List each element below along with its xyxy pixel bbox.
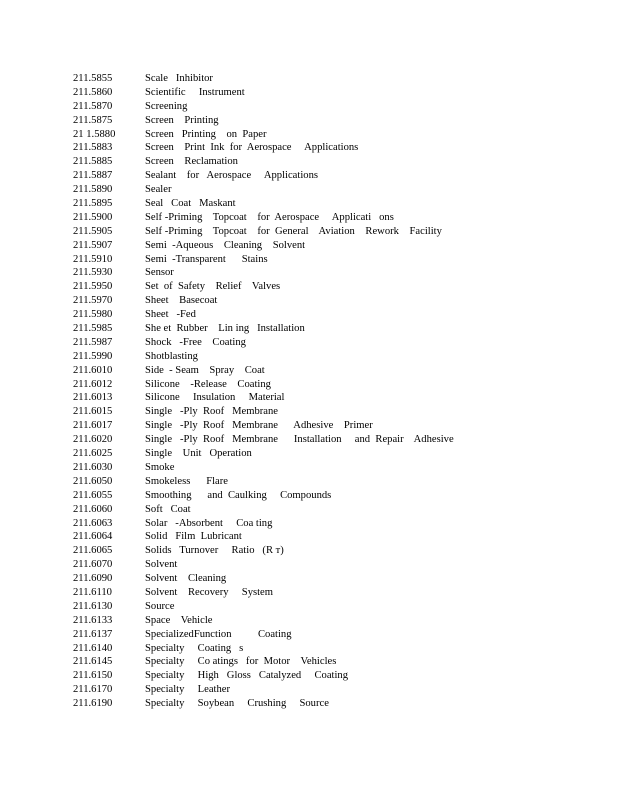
- list-item: [73, 364, 593, 378]
- section-number: 211.6090: [73, 573, 113, 585]
- list-item: [73, 475, 593, 489]
- defined-term: Sealant for Aerospace Applications: [145, 170, 318, 182]
- defined-term: Specialty Leather: [145, 684, 231, 696]
- defined-term: Space Vehicle: [145, 614, 213, 626]
- defined-term: Smoke: [145, 461, 175, 473]
- defined-term: Self -Priming Topcoat for General Aviation Rework Facility: [145, 225, 442, 237]
- defined-term: Single Unit Operation: [145, 448, 252, 460]
- section-number: 211.5855: [73, 73, 113, 84]
- defined-term: Seal Coat Maskant: [145, 198, 236, 210]
- list-item: [73, 419, 593, 433]
- list-item: [73, 655, 593, 669]
- defined-term: Set of Safety Relief Valves: [145, 281, 281, 293]
- list-item: [73, 517, 593, 531]
- defined-term: Smoothing and Caulking Compounds: [145, 489, 332, 501]
- list-item: [73, 308, 593, 322]
- section-number: 211.5860: [73, 86, 113, 98]
- defined-term: Screen Reclamation: [145, 156, 238, 168]
- defined-term: Single -Ply Roof Membrane Installation and Repair Adhesive: [145, 434, 454, 446]
- defined-term: Sheet Basecoat: [145, 295, 218, 307]
- defined-term: SpecializedFunction Coating: [145, 628, 292, 640]
- section-number: 211.5895: [73, 198, 113, 210]
- section-number: 211.6110: [73, 586, 112, 598]
- defined-term: Semi -Transparent Stains: [145, 253, 268, 265]
- list-item: [73, 697, 593, 711]
- list-item: [73, 447, 593, 461]
- defined-term: Specialty Coating s: [145, 642, 244, 654]
- section-number: 21 1.5880: [73, 128, 116, 140]
- defined-term: Soft Coat: [145, 503, 191, 515]
- list-item: [73, 128, 593, 142]
- defined-term: Side - Seam Spray Coat: [145, 364, 265, 376]
- defined-term: Specialty High Gloss Catalyzed Coating: [145, 670, 349, 682]
- section-number: 211.5990: [73, 350, 113, 362]
- list-item: [73, 169, 593, 183]
- list-item: [73, 253, 593, 267]
- section-number: 211.5910: [73, 253, 113, 265]
- defined-term: Smokeless Flare: [145, 475, 228, 487]
- list-item: [73, 155, 593, 169]
- section-number: 211.6130: [73, 600, 113, 612]
- section-number: 211.6012: [73, 378, 113, 390]
- defined-term: Specialty Soybean Crushing Source: [145, 698, 329, 710]
- defined-term: Sensor: [145, 267, 174, 279]
- list-item: [73, 100, 593, 114]
- section-number: 211.5907: [73, 239, 113, 251]
- defined-term: Specialty Co atings for Motor Vehicles: [145, 656, 337, 668]
- section-number: 211.6013: [73, 392, 113, 404]
- section-number: 211.5930: [73, 267, 113, 279]
- section-number: 211.6064: [73, 531, 113, 543]
- section-number: 211.5870: [73, 100, 113, 112]
- section-number: 211.6063: [73, 517, 113, 529]
- list-item: [73, 544, 593, 558]
- defined-term: Shock -Free Coating: [145, 336, 246, 348]
- definitions-index-list: [73, 72, 593, 711]
- section-number: 211.6140: [73, 642, 113, 654]
- defined-term: Single -Ply Roof Membrane Adhesive Primer: [145, 420, 373, 432]
- list-item: [73, 572, 593, 586]
- section-number: 211.6070: [73, 559, 113, 571]
- section-number: 211.5887: [73, 170, 113, 182]
- section-number: 211.6170: [73, 684, 113, 696]
- defined-term: Semi -Aqueous Cleaning Solvent: [145, 239, 306, 251]
- list-item: [73, 72, 593, 86]
- section-number: 211.6137: [73, 628, 113, 640]
- list-item: [73, 669, 593, 683]
- list-item: [73, 86, 593, 100]
- list-item: [73, 642, 593, 656]
- section-number: 211.6060: [73, 503, 113, 515]
- section-number: 211.6050: [73, 475, 113, 487]
- defined-term: Solid Film Lubricant: [145, 531, 242, 543]
- section-number: 211.6025: [73, 448, 113, 460]
- section-number: 211.5890: [73, 184, 113, 196]
- list-item: [73, 503, 593, 517]
- defined-term: Solvent Cleaning: [145, 573, 227, 585]
- defined-term: Single -Ply Roof Membrane: [145, 406, 278, 418]
- defined-term: Silicone Insulation Material: [145, 392, 285, 404]
- list-item: [73, 586, 593, 600]
- defined-term: Sealer: [145, 184, 172, 196]
- section-number: 211.5875: [73, 114, 113, 126]
- list-item: [73, 614, 593, 628]
- section-number: 211.5987: [73, 336, 113, 348]
- section-number: 211.6150: [73, 670, 113, 682]
- section-number: 211.6133: [73, 614, 113, 626]
- defined-term: Shotblasting: [145, 350, 198, 362]
- section-number: 211.5985: [73, 323, 113, 335]
- defined-term: Self -Priming Topcoat for Aerospace Applicati ons: [145, 211, 394, 223]
- section-number: 211.6020: [73, 434, 113, 446]
- section-number: 211.5970: [73, 295, 113, 307]
- list-item: [73, 239, 593, 253]
- list-item: [73, 600, 593, 614]
- section-number: 211.6017: [73, 420, 113, 432]
- defined-term: Solvent: [145, 559, 178, 571]
- defined-term: She et Rubber Lin ing Installation: [145, 323, 305, 335]
- list-item: [73, 391, 593, 405]
- defined-term: Screen Print Ink for Aerospace Applications: [145, 142, 359, 154]
- list-item: [73, 322, 593, 336]
- list-item: [73, 530, 593, 544]
- list-item: [73, 378, 593, 392]
- list-item: [73, 628, 593, 642]
- list-item: [73, 489, 593, 503]
- list-item: [73, 558, 593, 572]
- list-item: [73, 197, 593, 211]
- list-item: [73, 350, 593, 364]
- defined-term: Solar -Absorbent Coa ting: [145, 517, 273, 529]
- section-number: 211.5900: [73, 211, 113, 223]
- section-number: 211.6145: [73, 656, 113, 668]
- list-item: [73, 225, 593, 239]
- list-item: [73, 336, 593, 350]
- defined-term: Solvent Recovery System: [145, 586, 273, 598]
- section-number: 211.5885: [73, 156, 113, 168]
- section-number: 211.6010: [73, 364, 113, 376]
- section-number: 211.5905: [73, 225, 113, 237]
- defined-term: Scientific Instrument: [145, 86, 245, 98]
- defined-term: Solids Turnover Ratio (R ᴛ): [145, 545, 284, 557]
- defined-term: Silicone -Release Coating: [145, 378, 271, 390]
- list-item: [73, 294, 593, 308]
- section-number: 211.6055: [73, 489, 113, 501]
- section-number: 211.6030: [73, 461, 113, 473]
- list-item: [73, 405, 593, 419]
- list-item: [73, 266, 593, 280]
- section-number: 211.5883: [73, 142, 113, 154]
- list-item: [73, 141, 593, 155]
- defined-term: Screen Printing on Paper: [145, 128, 267, 140]
- list-item: [73, 211, 593, 225]
- defined-term: Scale Inhibitor: [145, 73, 213, 84]
- list-item: [73, 683, 593, 697]
- list-item: [73, 280, 593, 294]
- list-item: [73, 183, 593, 197]
- defined-term: Screen Printing: [145, 114, 219, 126]
- defined-term: Screening: [145, 100, 188, 112]
- section-number: 211.6065: [73, 545, 113, 557]
- list-item: [73, 461, 593, 475]
- section-number: 211.5950: [73, 281, 113, 293]
- section-number: 211.6190: [73, 698, 113, 710]
- list-item: [73, 433, 593, 447]
- defined-term: Source: [145, 600, 175, 612]
- defined-term: Sheet -Fed: [145, 309, 196, 321]
- section-number: 211.6015: [73, 406, 113, 418]
- section-number: 211.5980: [73, 309, 113, 321]
- list-item: [73, 114, 593, 128]
